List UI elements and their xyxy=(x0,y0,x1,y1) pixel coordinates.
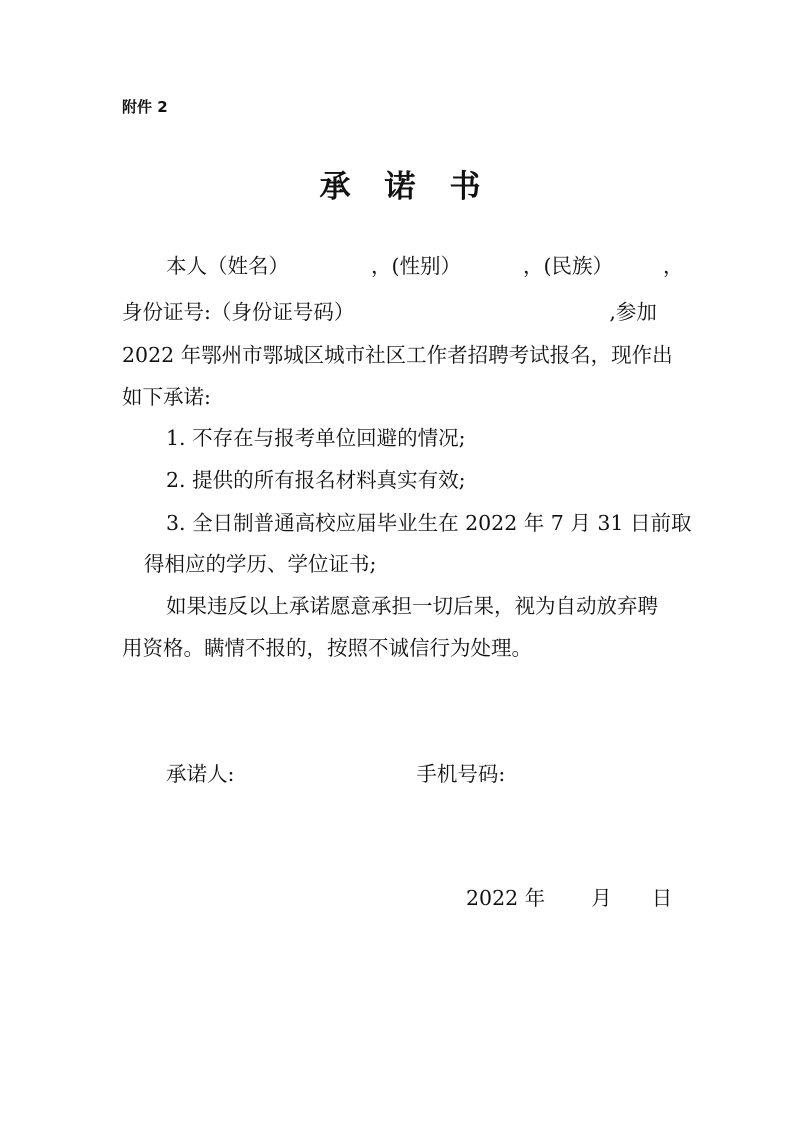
date-line xyxy=(466,884,672,912)
intro-comma: ， xyxy=(663,254,684,278)
phone-label: 手机号码: xyxy=(416,762,506,786)
signer-label: 承诺人: xyxy=(166,762,235,786)
consequence-line-2: 用资格。瞒情不报的，按照不诚信行为处理。 xyxy=(122,636,532,660)
pledge-item-1: 1. 不存在与报考单位回避的情况; xyxy=(166,426,466,450)
intro-line-3: 2022 年鄂州市鄂城区城市社区工作者招聘考试报名，现作出 xyxy=(122,343,673,367)
pledge-item-2: 2. 提供的所有报名材料真实有效; xyxy=(166,468,466,492)
date-day: 日 xyxy=(651,886,673,910)
document-title: 承诺书 xyxy=(319,169,515,205)
intro-line-1 xyxy=(166,252,684,280)
intro-line-4: 如下承诺: xyxy=(122,385,211,409)
intro-line-2 xyxy=(122,298,657,326)
name-label: 本人（姓名） xyxy=(166,254,289,278)
ethnic-label: ，(民族） xyxy=(523,254,613,278)
id-label: 身份证号:（身份证号码） xyxy=(122,300,355,324)
attachment-label: 附件 2 xyxy=(122,98,168,116)
date-year: 2022 年 xyxy=(466,886,546,910)
pledge-item-3: 3. 全日制普通高校应届毕业生在 2022 年 7 月 31 日前取 xyxy=(166,511,692,535)
consequence-line-1: 如果违反以上承诺愿意承担一切后果，视为自动放弃聘 xyxy=(166,594,658,618)
gender-label: ，(性别） xyxy=(371,254,461,278)
pledge-item-3-continued: 得相应的学历、学位证书; xyxy=(144,552,377,576)
signature-line xyxy=(166,760,505,788)
date-month: 月 xyxy=(591,886,612,910)
participate-text: ,参加 xyxy=(609,300,657,324)
